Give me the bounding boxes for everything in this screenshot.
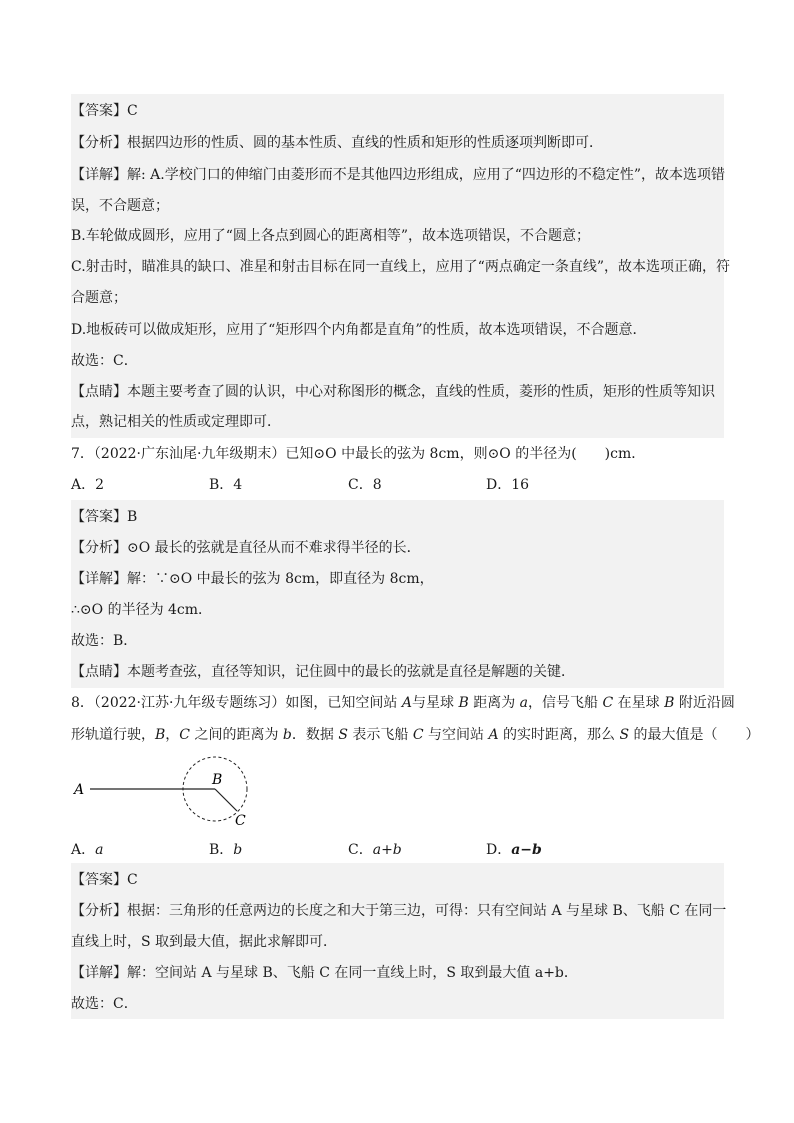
q6-detail-line-4: C.射击时，瞄准具的缺口、准星和射击目标在同一直线上，应用了“两点确定一条直线”，故本选项正确，符 bbox=[71, 259, 730, 275]
q8-answer: 【答案】C bbox=[71, 872, 138, 888]
q8-option-d: D．a−b bbox=[486, 842, 542, 858]
label-b: B bbox=[212, 772, 223, 788]
label-a: A bbox=[74, 782, 85, 798]
q7-option-b: B．4 bbox=[209, 477, 243, 493]
q8-stem-line-1: 8．（2022·江苏·九年级专题练习）如图，已知空间站 A与星球 B 距离为 a，信号飞船 C 在星球 B 附近沿圆 bbox=[71, 695, 735, 711]
q6-detail-line-6: D.地板砖可以做成矩形，应用了“矩形四个内角都是直角”的性质，故本选项错误，不合题意． bbox=[71, 322, 647, 338]
q8-analysis-line-1: 【分析】根据：三角形的任意两边的长度之和大于第三边，可得：只有空间站 A 与星球 B、飞船 C 在同一 bbox=[71, 903, 727, 919]
q6-answer: 【答案】C bbox=[71, 103, 138, 119]
q8-figure bbox=[68, 752, 258, 832]
q7-stem: 7．（2022·广东汕尾·九年级期末）已知⊙O 中最长的弦为 8cm，则⊙O 的半径为( )cm． bbox=[71, 446, 646, 462]
q7-comment: 【点睛】本题考查弦，直径等知识，记住圆中的最长的弦就是直径是解题的关键． bbox=[71, 664, 575, 680]
q6-detail-line-5: 合题意； bbox=[71, 290, 127, 306]
q8-choose: 故选：C． bbox=[71, 996, 138, 1012]
q7-option-d: D．16 bbox=[486, 477, 530, 493]
q8-analysis-line-2: 直线上时，S 取到最大值，据此求解即可． bbox=[71, 934, 338, 950]
q6-detail-line-3: B.车轮做成圆形，应用了“圆上各点到圆心的距离相等”，故本选项错误，不合题意； bbox=[71, 228, 591, 244]
q8-stem-line-2: 形轨道行驶，B，C 之间的距离为 b．数据 S 表示飞船 C 与空间站 A 的实时距离，那么 S 的最大值是（ ） bbox=[71, 727, 760, 743]
q7-detail-line-1: 【详解】解：∵⊙O 中最长的弦为 8cm，即直径为 8cm， bbox=[71, 571, 434, 587]
segment-b-c bbox=[215, 789, 237, 811]
q6-choose: 故选：C． bbox=[71, 353, 138, 369]
q7-answer: 【答案】B bbox=[71, 509, 138, 525]
q7-option-a: A．2 bbox=[71, 477, 105, 493]
q8-detail: 【详解】解：空间站 A 与星球 B、飞船 C 在同一直线上时，S 取到最大值 a+b． bbox=[71, 965, 578, 981]
q8-option-b: B．b bbox=[209, 842, 243, 858]
label-c: C bbox=[235, 813, 246, 829]
q7-analysis: 【分析】⊙O 最长的弦就是直径从而不难求得半径的长． bbox=[71, 540, 421, 556]
q8-option-c: C．a+b bbox=[348, 842, 402, 858]
q7-option-c: C．8 bbox=[348, 477, 382, 493]
q6-comment-line-2: 点，熟记相关的性质或定理即可． bbox=[71, 414, 281, 430]
q6-detail-line-2: 误，不合题意； bbox=[71, 198, 169, 214]
q6-analysis: 【分析】根据四边形的性质、圆的基本性质、直线的性质和矩形的性质逐项判断即可． bbox=[71, 135, 603, 151]
q7-detail-line-2: ∴⊙O 的半径为 4cm． bbox=[71, 602, 213, 618]
q7-choose: 故选：B． bbox=[71, 633, 138, 649]
q6-detail-line-1: 【详解】解: A.学校门口的伸缩门由菱形而不是其他四边形组成，应用了“四边形的不稳定性”，故本选项错 bbox=[71, 167, 726, 183]
q8-option-a: A．a bbox=[71, 842, 104, 858]
q6-comment-line-1: 【点睛】本题主要考查了圆的认识，中心对称图形的概念，直线的性质，菱形的性质，矩形的性质等知识 bbox=[71, 384, 715, 400]
